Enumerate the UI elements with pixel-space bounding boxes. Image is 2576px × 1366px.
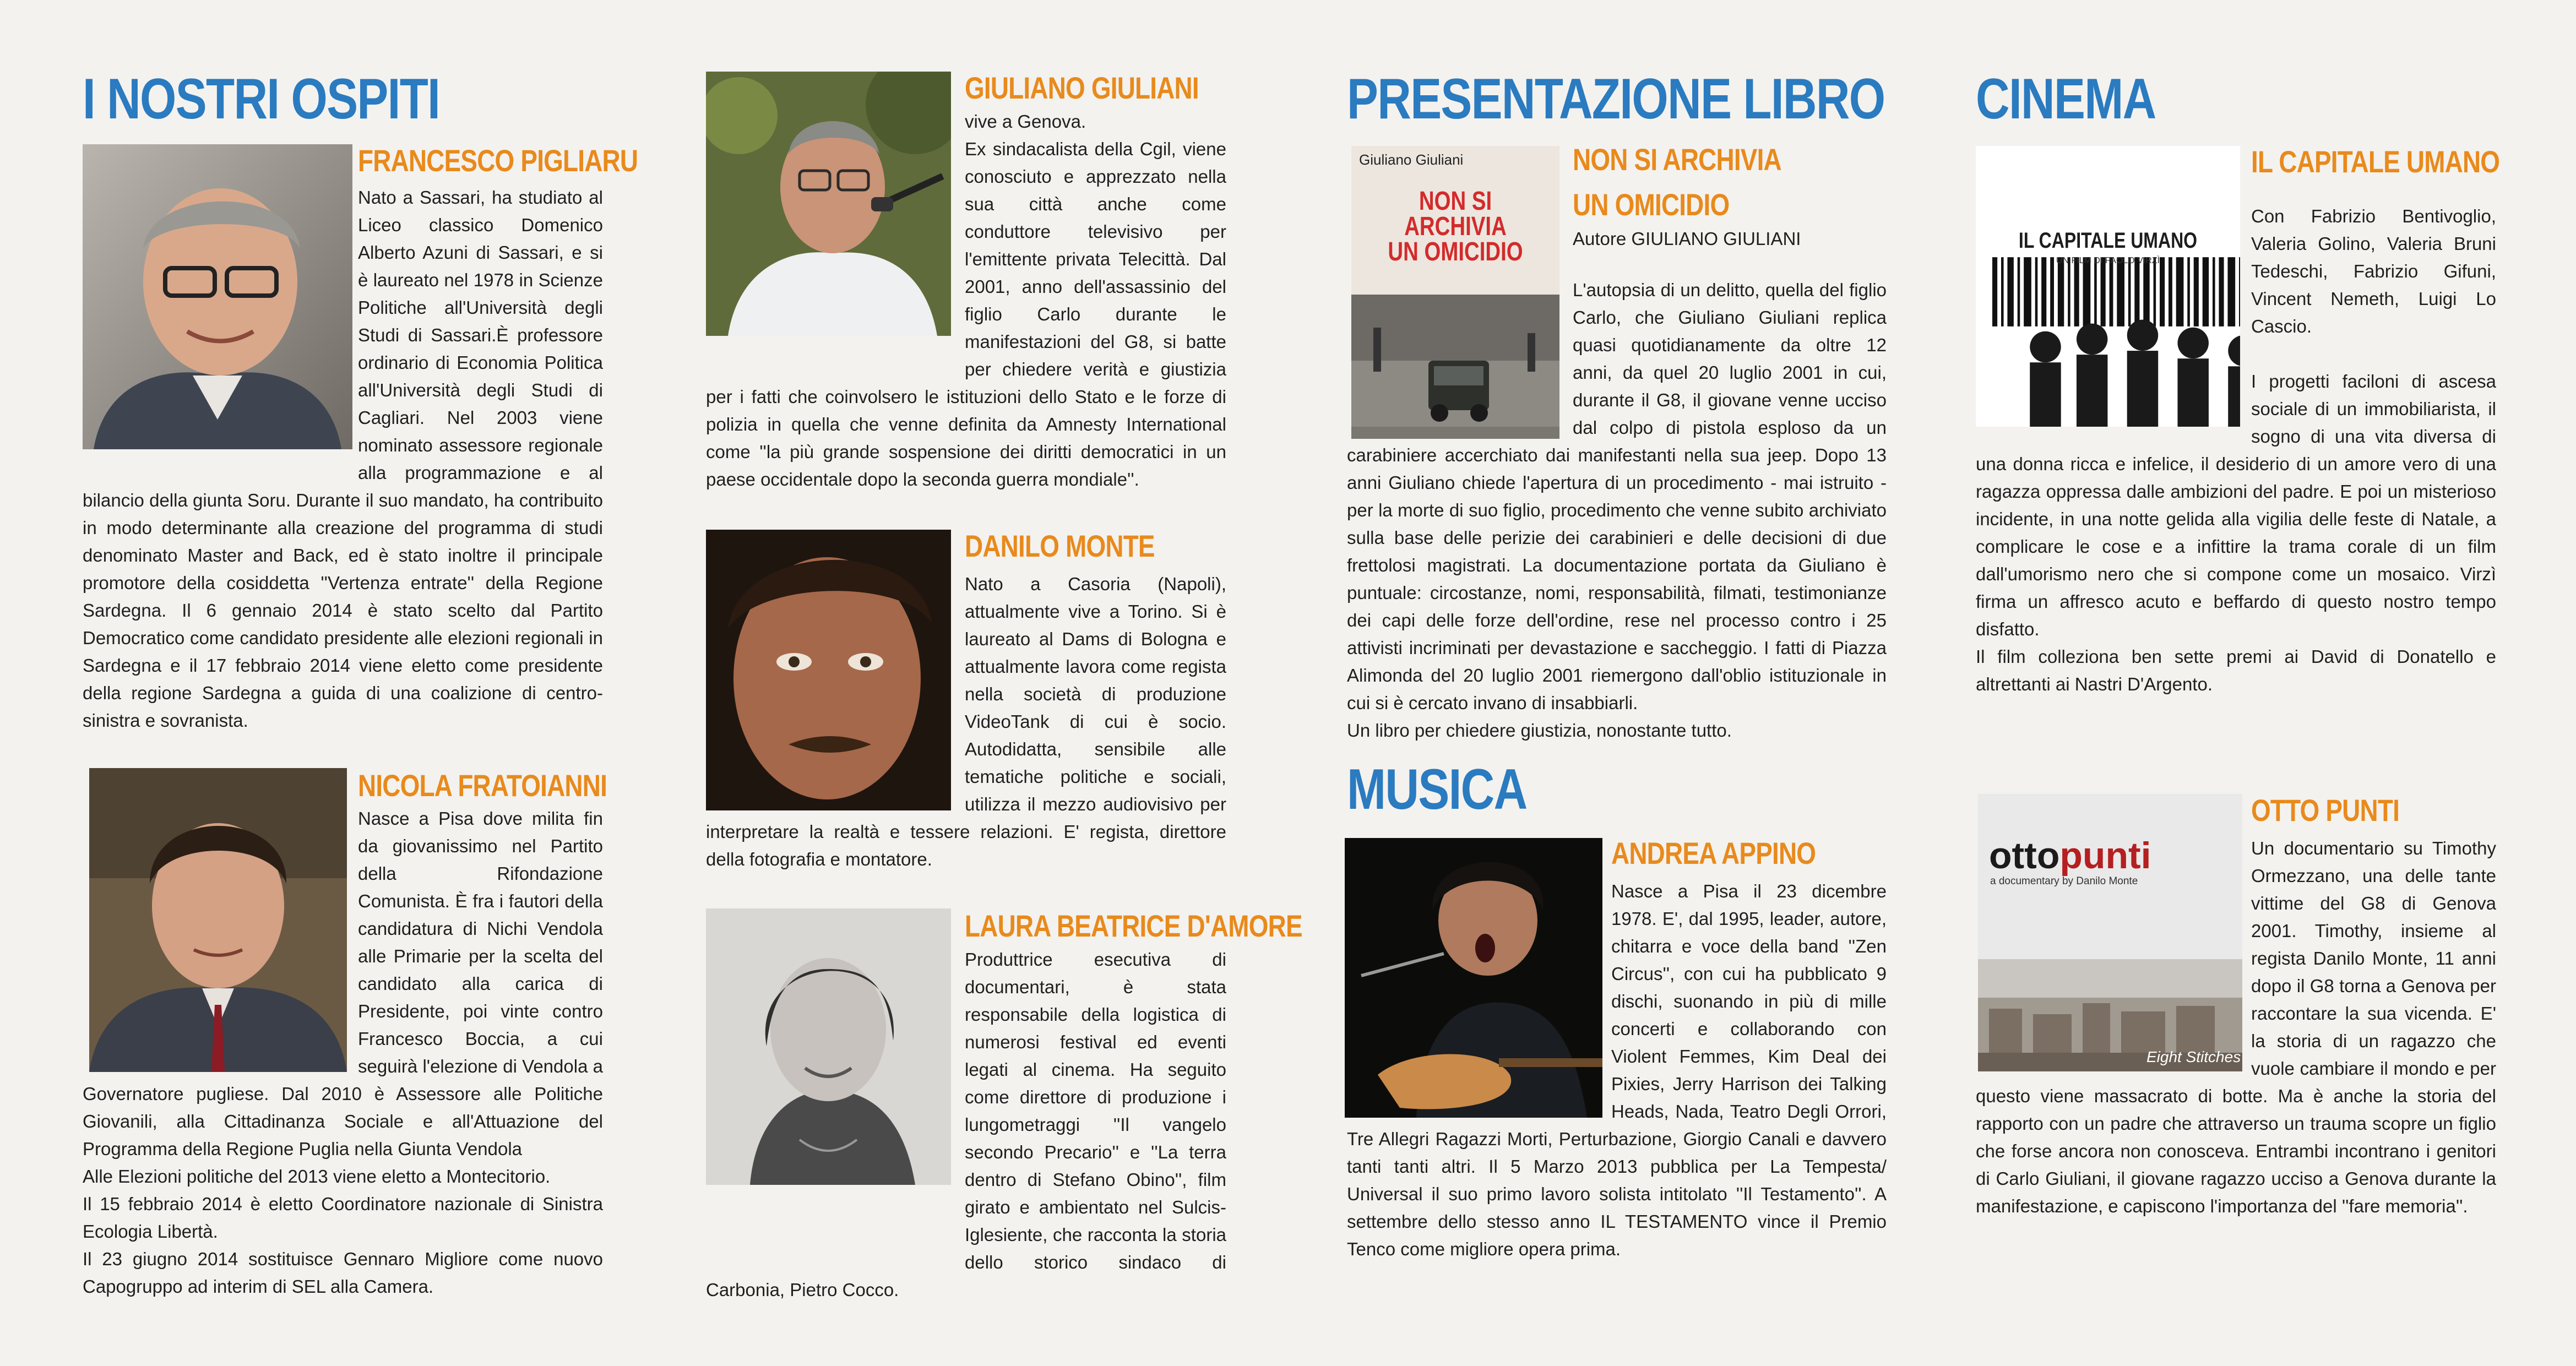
bio-fratoianni-2: Alle Elezioni politiche del 2013 viene eletto a Montecitorio. [83, 1166, 551, 1187]
column-cinema [1976, 0, 2500, 1366]
column-ospiti [83, 0, 638, 1366]
name-fratoianni: NICOLA FRATOIANNI [358, 768, 607, 803]
name-monte: DANILO MONTE [965, 529, 1155, 563]
title-otto: OTTO PUNTI [2251, 793, 2400, 828]
column-libro-musica [1347, 0, 1887, 1366]
bio-fratoianni: Nasce a Pisa dove milita fin da giovanissimo nel Partito della Rifondazione Comunista. È fra i fautori della candidatura di Nichi Vendola alle Primarie per la scelta del candidato alla carica di Presidente, poi vinte contro Francesco Boccia, a cui seguirà l'elezione di Vendola a Governatore pugliese. Dal 2010 è Assessore alle Politiche Giovanili, alla Cittadinanza Sociale e all'Attuazione del Programma della Regione Puglia nella Giunta Vendola [83, 808, 603, 1159]
name-appino: ANDREA APPINO [1611, 836, 1816, 870]
poster-otto-sub: a documentary by Danilo Monte [1990, 875, 2138, 887]
name-giuliani: GIULIANO GIULIANI [965, 70, 1199, 105]
bio-damore: Produttrice esecutiva di documentari, è stata responsabile della logistica di numerosi festival ed eventi legati al cinema. Ha seguito come direttore di produzione i lungometraggi ''Il vangelo secondo Precario'' e ''La terra dentro di Stefano Obino'', film girato e ambientato nel Sulcis-Iglesiente, che racconta la storia dello storico sindaco di Carbonia, Pietro Cocco. [706, 949, 1226, 1300]
bio-fratoianni-4: Il 23 giugno 2014 sostituisce Gennaro Migliore come nuovo Capogruppo ad interim di SEL alla Camera. [83, 1249, 603, 1297]
book-author: Autore GIULIANO GIULIANI [1573, 228, 1801, 249]
title-capitale: IL CAPITALE UMANO [2251, 144, 2500, 179]
name-damore: LAURA BEATRICE D'AMORE [965, 908, 1302, 943]
name-pigliaru: FRANCESCO PIGLIARU [358, 143, 638, 178]
book-cover-title-2: UN OMICIDIO [1388, 237, 1523, 266]
bio-giuliani-2: Ex sindacalista della Cgil, viene conosciuto e apprezzato nella sua città anche come conduttore televisivo per l'emittente privata Telecittà. Dal 2001, anno dell'assassinio del figlio Carlo durante le manifestazioni del G8, si batte per chiedere verità e giustizia per i fatti che coinvolsero le istituzioni dello Stato e le forze di polizia in quella che venne definita da Amnesty International come ''la più grande sospensione dei diritti democratici in un paese occidentale dopo la seconda guerra mondiale''. [706, 139, 1226, 489]
book-text: L'autopsia di un delitto, quella del figlio Carlo, che Giuliano Giuliani replica quasi quotidianamente da oltre 12 anni, da quel 20 luglio 2001 in cui, durante il G8, il giovane venne ucciso dal colpo di pistola esploso da un carabiniere accerchiato dai manifestanti nella sua jeep. Dopo 13 anni Giuliano chiede l'apertura di un procedimento - mai istruito - per la morte di suo figlio, procedimento che venne subito archiviato sulla base delle perizie dei carabinieri e delle decisioni di due frettolosi magistrati. La documentazione portata da Giuliano è puntuale: circostanze, nomi, responsabilità, filmati, testimonianze dei capi delle forze dell'ordine, rese nel processo contro i 25 attivisti incriminati per devastazione e saccheggio. I fatti di Piazza Alimonda del 20 luglio 2001 riemergono dall'oblio istituzionale in cui si è cercato invano di insabbiarli. [1347, 280, 1887, 713]
poster-capitale-title: IL CAPITALE UMANO [2018, 228, 2198, 253]
bio-pigliaru: Nato a Sassari, ha studiato al Liceo classico Domenico Alberto Azuni di Sassari, e si è laureato nel 1978 in Scienze Politiche all'Università degli Studi di Sassari.È professore ordinario di Economia Politica all'Università degli Studi di Cagliari. Nel 2003 viene nominato assessore regionale alla programmazione e al bilancio della giunta Soru. Durante il suo mandato, ha contribuito in modo determinante alla creazione del programma di studi denominato Master and Back, ed è stato inoltre il principale promotore della cosiddetta ''Vertenza entrate'' della Regione Sardegna. Il 6 gennaio 2014 è stato scelto dal Partito Democratico come candidato presidente alle elezioni regionali in Sardegna e il 17 febbraio 2014 viene eletto come presidente della regione Sardegna a guida di una coalizione di centro-sinistra e sovranista. [83, 187, 603, 731]
section-title-libro: PRESENTAZIONE LIBRO [1347, 67, 1885, 131]
poster-otto-brand-a: otto [1989, 835, 2060, 877]
column-ospiti-2 [706, 0, 1302, 1366]
book-text-2: Un libro per chiedere giustizia, nonostante tutto. [1347, 720, 1732, 741]
section-title-musica: MUSICA [1347, 758, 1527, 821]
section-title-ospiti: I NOSTRI OSPITI [83, 67, 440, 131]
awards-capitale: Il film colleziona ben sette premi ai David di Donatello e altrettanti ai Nastri D'Argento. [1976, 646, 2496, 694]
cast-capitale: Con Fabrizio Bentivoglio, Valeria Golino, Valeria Bruni Tedeschi, Fabrizio Gifuni, Vincent Nemeth, Luigi Lo Cascio. [2251, 206, 2496, 336]
bio-fratoianni-3: Il 15 febbraio 2014 è eletto Coordinatore nazionale di Sinistra Ecologia Libertà. [83, 1194, 603, 1242]
bio-appino: Nasce a Pisa il 23 dicembre 1978. E', dal 1995, leader, autore, chitarra e voce della band ''Zen Circus'', con cui ha pubblicato 9 dischi, suonando in più di mille concerti e collaborando con Violent Femmes, Kim Deal dei Pixies, Jerry Harrison dei Talking Heads, Nada, Teatro Degli Orrori, Tre Allegri Ragazzi Morti, Perturbazione, Giorgio Canali e davvero tanti tanti altri. Il 5 Marzo 2013 pubblica per La Tempesta/ Universal il suo primo lavoro solista intitolato ''Il Testamento''. A settembre dello stesso anno IL TESTAMENTO vince il Premio Tenco come migliore opera prima. [1347, 881, 1887, 1259]
poster-otto-credit: Eight Stitches [2146, 1048, 2241, 1065]
book-cover-title-1: NON SI ARCHIVIA [1404, 187, 1507, 241]
book-title-1: NON SI ARCHIVIA [1573, 142, 1781, 177]
bio-monte: Nato a Casoria (Napoli), attualmente vive a Torino. Si è laureato al Dams di Bologna e attualmente lavora come regista nella società di produzione VideoTank di cui è socio. Autodidatta, sensibile alle tematiche politiche e sociali, utilizza il mezzo audiovisivo per interpretare la realtà e tessere relazioni. E' regista, direttore della fotografia e montatore. [706, 574, 1226, 869]
section-title-cinema: CINEMA [1976, 67, 2156, 131]
plot-capitale: I progetti faciloni di ascesa sociale di un immobiliarista, il sogno di una vita diversa di una donna ricca e infelice, il desiderio di un amore vero di una ragazza oppressa dalle ambizioni del padre. E poi un misterioso incidente, in una notte gelida alla vigilia delle feste di Natale, a complicare le cose e a infittire la trama corale di un film dall'umorismo nero che si compone come un mosaico. Virzì firma un affresco acuto e beffardo di questo nostro tempo disfatto. [1976, 371, 2496, 639]
poster-capitale-sub: UN FILM DI PAOLO VIRZÌ [2056, 256, 2160, 265]
book-cover-author: Giuliano Giuliani [1359, 151, 1464, 168]
text-otto: Un documentario su Timothy Ormezzano, una delle tante vittime del G8 di Genova 2001. Timothy, insieme al regista Danilo Monte, 11 anni dopo il G8 torna a Genova per raccontare la sua vicenda. E' la storia di un ragazzo che vuole cambiare il mondo e per questo viene massacrato di botte. Ma è anche la storia del rapporto con un padre che attraverso un trauma scopre un figlio che forse ancora non conosceva. Entrambi incontrano i genitori di Carlo Giuliani, il giovane ragazzo ucciso a Genova durante la manifestazione, e capiscono l'importanza del ''fare memoria''. [1976, 838, 2496, 1216]
bio-giuliani: vive a Genova. [965, 111, 1086, 132]
poster-otto-brand-b: punti [2059, 835, 2151, 877]
book-title-2: UN OMICIDIO [1573, 187, 1730, 222]
